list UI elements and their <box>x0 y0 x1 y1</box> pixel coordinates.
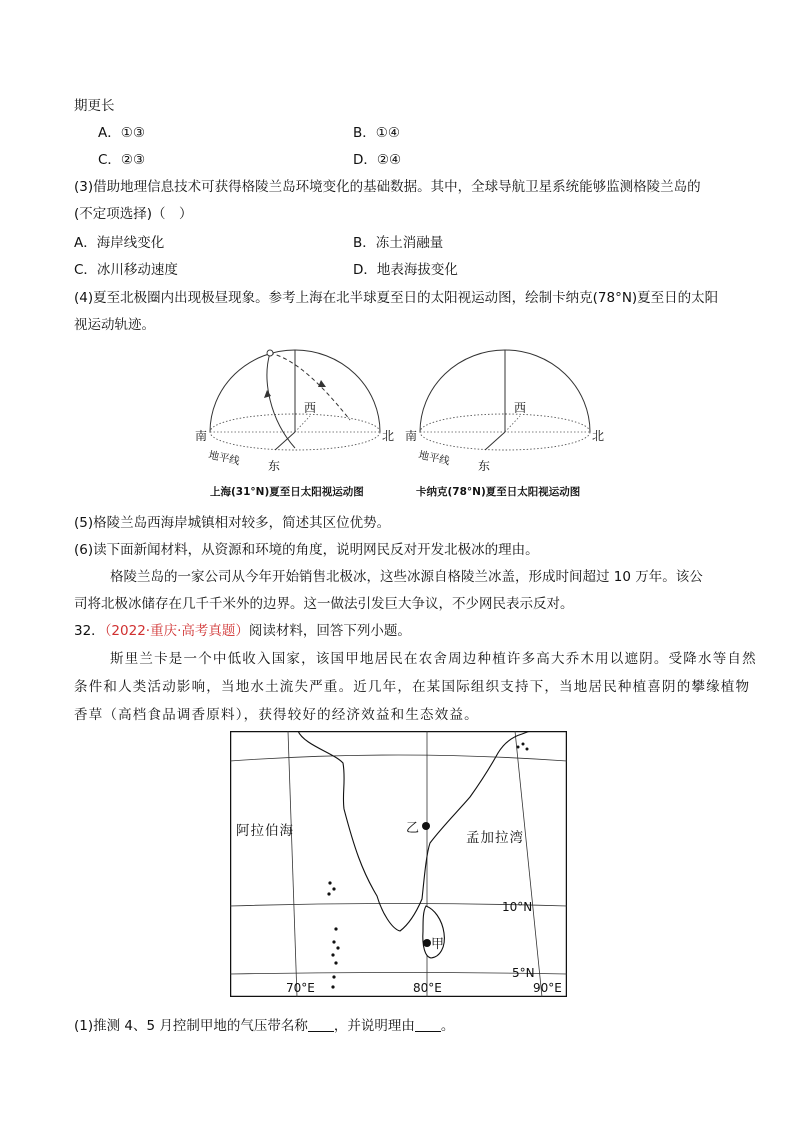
west-axis-left <box>295 416 310 432</box>
q2-option-c[interactable]: C．②③ <box>98 152 146 168</box>
q6-stem: (6)读下面新闻材料，从资源和环境的角度，说明网民反对开发北极冰的理由。 <box>74 542 539 558</box>
sun-path-visible-left <box>267 353 295 448</box>
q2-tail-text: 期更长 <box>74 98 115 114</box>
label-horizon-right: 地平线 <box>417 449 451 468</box>
q3-option-b[interactable]: B．冻土消融量 <box>353 235 444 251</box>
east-axis-right <box>485 432 505 450</box>
west-axis-right <box>505 416 520 432</box>
shanghai-diagram <box>195 350 394 498</box>
q2-option-b[interactable]: B．①④ <box>353 125 400 141</box>
label-east-left: 东 <box>268 459 281 473</box>
label-south-left: 南 <box>195 429 208 443</box>
label-bay-of-bengal: 孟加拉湾 <box>466 830 524 846</box>
q2-option-a[interactable]: A．①③ <box>98 125 145 141</box>
label-horizon-left: 地平线 <box>207 449 241 468</box>
caption-left: 上海(31°N)夏至日太阳视运动图 <box>210 486 364 498</box>
arrow-up-icon <box>264 390 271 398</box>
label-lon-90e: 90°E <box>533 981 562 995</box>
q4-stem-line1: (4)夏至北极圈内出现极昼现象。参考上海在北半球夏至日的太阳视运动图，绘制卡纳克(78°N)夏至日的太阳 <box>74 290 719 306</box>
label-point-yi: 乙 <box>406 821 420 836</box>
sun-path-diagrams <box>190 340 620 510</box>
map-frame <box>231 732 567 997</box>
sub1-text-a: (1)推测 4、5 月控制甲地的气压带名称 <box>74 1018 308 1034</box>
label-east-right: 东 <box>478 459 491 473</box>
material-line2: 条件和人类活动影响，当地水土流失严重。近几年，在某国际组织支持下，当地居民种植喜阴的攀缘植物 <box>74 679 751 695</box>
q3-stem-line2: (不定项选择)（ ） <box>74 206 193 222</box>
news-line2: 司将北极冰储存在几千千米外的边界。这一做法引发巨大争议，不少网民表示反对。 <box>74 596 574 612</box>
label-lon-70e: 70°E <box>286 981 315 995</box>
label-north-left: 北 <box>382 429 395 443</box>
news-line1: 格陵兰岛的一家公司从今年开始销售北极冰，这些冰源自格陵兰冰盖，形成时间超过 10 万年。该公 <box>110 569 703 585</box>
label-north-right: 北 <box>592 429 605 443</box>
label-lat-5n: 5°N <box>512 966 535 980</box>
material-line3: 香草（高档食品调香原料），获得较好的经济效益和生态效益。 <box>74 707 479 723</box>
sub1-stem <box>74 1016 454 1036</box>
south-asia-map <box>230 731 567 997</box>
sub1-text-c: 。 <box>440 1018 455 1034</box>
q3-option-a[interactable]: A．海岸线变化 <box>74 235 165 251</box>
label-point-jia: 甲 <box>431 937 445 952</box>
arrow-down-icon <box>318 380 326 387</box>
sub1-text-b: ，并说明理由 <box>333 1018 415 1034</box>
q32-source: （2022·重庆·高考真题） <box>104 623 249 639</box>
q3-stem-line1: (3)借助地理信息技术可获得格陵兰岛环境变化的基础数据。其中，全球导航卫星系统能够监测格陵兰岛的 <box>74 179 701 195</box>
q32-number: 32． <box>74 623 105 639</box>
q3-option-d[interactable]: D．地表海拔变化 <box>353 262 458 278</box>
q3-option-c[interactable]: C．冰川移动速度 <box>74 262 178 278</box>
label-lon-80e: 80°E <box>413 981 442 995</box>
q2-option-d[interactable]: D．②④ <box>353 152 402 168</box>
label-lat-10n: 10°N <box>502 900 533 914</box>
q32-instruction: 阅读材料，回答下列小题。 <box>248 623 411 639</box>
label-south-right: 南 <box>405 429 418 443</box>
q4-stem-line2: 视运动轨迹。 <box>74 317 155 333</box>
point-jia-marker <box>423 939 431 947</box>
q5-stem: (5)格陵兰岛西海岸城镇相对较多，简述其区位优势。 <box>74 515 391 531</box>
material-line1: 斯里兰卡是一个中低收入国家，该国甲地居民在农舍周边种植许多高大乔木用以遮阴。受降水等自然 <box>110 651 757 667</box>
sun-icon <box>267 350 273 356</box>
answer-blank-2[interactable] <box>415 1017 441 1032</box>
label-west-left: 西 <box>304 401 317 415</box>
caption-right: 卡纳克(78°N)夏至日太阳视运动图 <box>416 486 581 498</box>
answer-blank-1[interactable] <box>308 1017 334 1032</box>
point-yi-marker <box>422 822 430 830</box>
label-arabian-sea: 阿拉伯海 <box>236 823 294 839</box>
qaanaaq-diagram <box>405 350 604 498</box>
q32-header <box>74 621 411 641</box>
label-west-right: 西 <box>514 401 527 415</box>
